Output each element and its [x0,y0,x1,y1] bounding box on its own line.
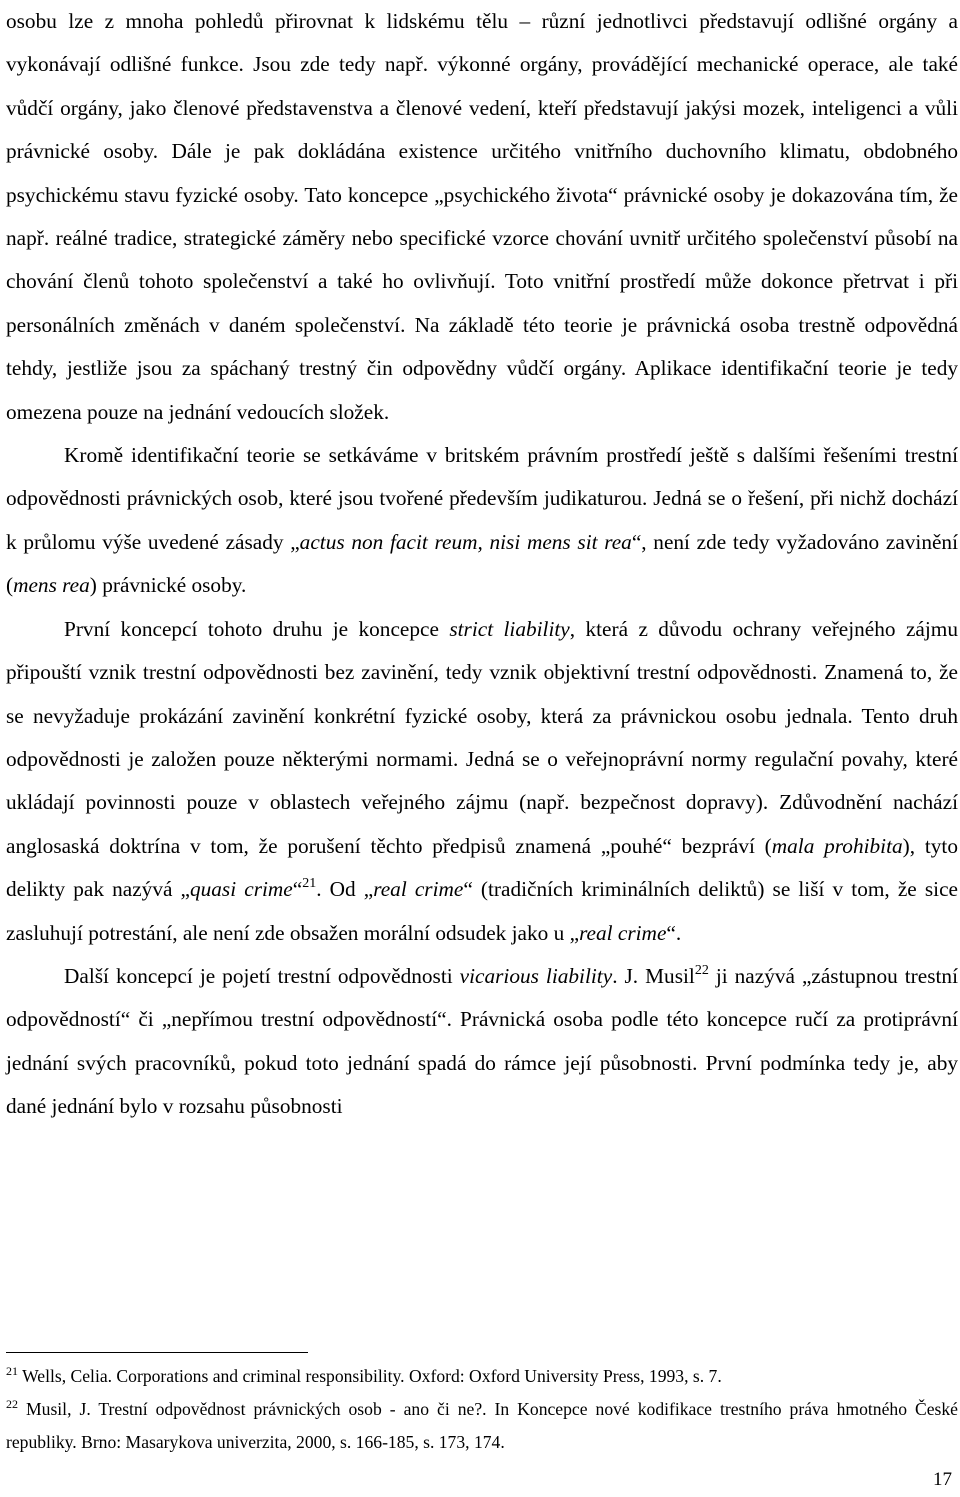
italic-term: strict liability [449,616,570,641]
footnote-reference: 22 [694,962,709,978]
text-run: ), tyto delikty pak nazývá „ [6,833,958,902]
text-run: , která z důvodu ochrany veřejného zájmu připouští vznik trestní odpovědnosti bez zavinění, tedy vznik objektivní trestní odpovědnosti. Znamená to, že se nevyžaduje prokázání zavinění konkrétní fyzické osoby, která za právnickou osobu jednala. Tento druh odpovědnosti je založen pouze některými normami. Jedná se o veřejnoprávní normy regulační povahy, které ukládají povinnosti pouze v oblastech veřejného zájmu (např. bezpečnost dopravy). Zdůvodnění nachází anglosaská doktrína v tom, že porušení těchto předpisů znamená „pouhé“ bezpráví ( [6,616,958,858]
italic-term: mala prohibita [771,833,903,858]
text-run: ji nazývá „zástupnou trestní odpovědností“ či „nepřímou trestní odpovědností“. Právnická osoba podle této koncepce ručí za protiprávní jednání svých pracovníků, pokud toto jednání spadá do rámce její působnosti. První podmínka tedy je, aby dané jednání bylo v rozsahu působnosti [6,963,958,1119]
italic-term: real crime [373,877,464,902]
footnote-text: Wells, Celia. Corporations and criminal responsibility. Oxford: Oxford University Press, 1993, s. 7. [18,1366,722,1386]
text-run: . J. Musil [612,963,695,988]
italic-term: vicarious liability [459,963,613,988]
document-page [6,0,958,1497]
footnotes [6,1360,958,1459]
footnote-21 [6,1360,958,1393]
italic-term: mens rea [13,573,90,598]
text-run: Kromě identifikační teorie se setkáváme v britském právním prostředí ještě s dalšími řešeními trestní odpovědnosti právnických osob, které jsou tvořené především judikaturou. Jedná se o řešení, při nichž dochází k průlomu výše uvedené zásady „ [6,443,958,554]
paragraph-vicarious-liability [6,955,958,1129]
text-run: “. [666,920,682,945]
text-run: Další koncepcí je pojetí trestní odpovědnosti [64,963,460,988]
text-run: . Od „ [316,877,374,902]
italic-term: quasi crime [189,877,293,902]
footnote-number: 21 [6,1364,18,1378]
footnote-reference: 21 [302,876,317,892]
text-run: První koncepcí tohoto druhu je koncepce [64,616,450,641]
paragraph-identification-theory [6,434,958,608]
text-run: “ (tradičních kriminálních deliktů) se liší v tom, že sice zasluhují potrestání, ale není zde obsažen morální odsudek jako u „ [6,877,958,945]
text-run: “, není zde tedy vyžadováno zavinění ( [6,529,959,598]
footnote-text: Musil, J. Trestní odpovědnost právnických osob - ano či ne?. In Koncepce nové kodifikace trestního práva hmotného České republiky. Brno: Masarykova univerzita, 2000, s. 166-185, s. 173, 174. [6,1399,958,1452]
body-text [6,0,958,1129]
footnote-separator [6,1352,308,1353]
footnote-number: 22 [6,1397,18,1411]
footnote-22 [6,1393,958,1459]
text-run: “ [292,877,303,902]
paragraph-strict-liability [6,608,958,955]
paragraph-continued [6,0,958,434]
text-run: osobu lze z mnoha pohledů přirovnat k lidskému tělu – různí jednotlivci představují odlišné orgány a vykonávají odlišné funkce. Jsou zde tedy např. výkonné orgány, provádějící mechanické operace, ale také vůdčí orgány, jako členové představenstva a členové vedení, kteří představují jakýsi mozek, inteligenci a vůli právnické osoby. Dále je pak dokládána existence určitého vnitřního duchovního klimatu, obdobného psychickému stavu fyzické osoby. Tato koncepce „psychického života“ právnické osoby je dokazována tím, že např. reálné tradice, strategické záměry nebo specifické vzorce chování uvnitř určitého společenství působí na chování členů tohoto společenství a také ho ovlivňují. Toto vnitřní prostředí může dokonce přetrvat i při personálních změnách v daném společenství. Na základě této teorie je právnická osoba trestně odpovědná tehdy, jestliže jsou za spáchaný trestný čin odpovědny vůdčí orgány. Aplikace identifikační teorie je tedy omezena pouze na jednání vedoucích složek. [6,9,958,424]
text-run: ) právnické osoby. [89,573,247,598]
page-number: 17 [933,1469,952,1490]
italic-term: actus non facit reum, nisi mens sit rea [299,529,632,554]
italic-term: real crime [579,920,667,945]
